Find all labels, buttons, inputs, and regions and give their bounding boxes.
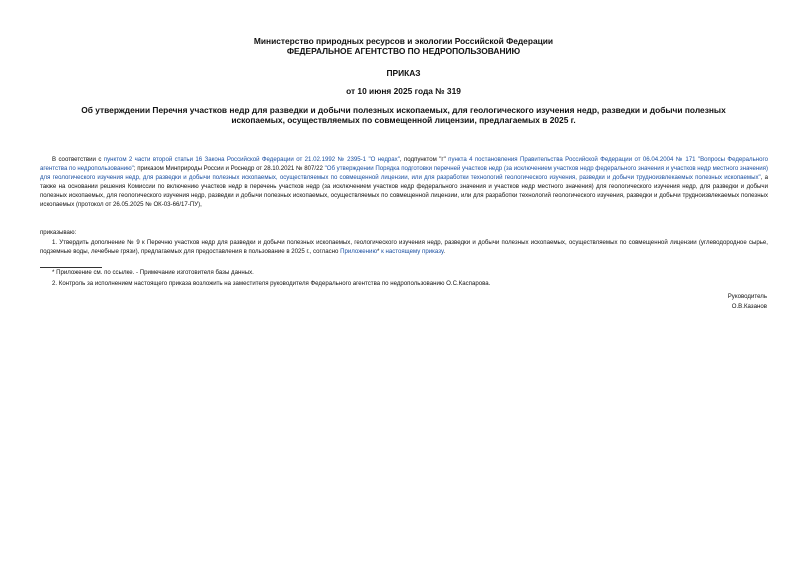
signature-name: О.В.Казанов bbox=[731, 303, 767, 310]
signature-position: Руководитель bbox=[727, 293, 767, 300]
footnote: * Приложение см. по ссылке. - Примечание изготовителя базы данных. bbox=[52, 269, 254, 276]
preamble-text-4: , а также на основании решения Комиссии по включению участков недр в перечень участков недр (за исключением участков недр федерального значения и участков недр местного значения) для геологического изучения недр, для разведки и добычи полезных ископаемых, для геологического изучения недр, разведки и добычи полезных ископаемых, осуществляемых по совмещенной лицензии, или для разработки технологий геологического изучения, разведки и добычи трудноизвлекаемых полезных ископаемых (протокол от 26.05.2025 № ОК-03-66/17-ПУ), bbox=[40, 174, 768, 209]
item1-text-3: . bbox=[443, 248, 446, 256]
preamble-text-2: , подпунктом "г" bbox=[399, 156, 449, 163]
government-decree-link[interactable]: пункта 4 постановления Правительства Российской Федерации от 06.04.2004 № 171 "Вопросы Федерального агентства по недропользованию" bbox=[40, 156, 769, 173]
order-word: приказываю: bbox=[40, 229, 77, 236]
appendix-link[interactable]: Приложению bbox=[340, 248, 378, 256]
agency-name: ФЕДЕРАЛЬНОЕ АГЕНТСТВО ПО НЕДРОПОЛЬЗОВАНИЮ bbox=[286, 46, 521, 56]
ministry-order-link[interactable]: "Об утверждении Порядка подготовки перечней участков недр (за исключением участков недр федерального значения и участков недр местного значения) для геологического изучения недр, для разведки и добычи полезных ископаемых, осуществляемых по совмещенной лицензии, или для разработки технологий геологического изучения, разведки и добычи трудноизвлекаемых полезных ископаемых" bbox=[40, 165, 768, 182]
document-title: Об утверждении Перечня участков недр для разведки и добычи полезных ископаемых, для геологического изучения недр, разведки и добычи полезных ископаемых, осуществляемых по совмещенной лицензии, предлагаемых в 2025 г. bbox=[81, 105, 726, 125]
preamble-paragraph bbox=[40, 155, 768, 210]
order-item-1 bbox=[40, 238, 768, 256]
document-date-number: от 10 июня 2025 года № 319 bbox=[346, 86, 461, 96]
law-link[interactable]: пунктом 2 части второй статьи 16 Закона Российской Федерации от 21.02.1992 № 2395-1 "О недрах" bbox=[103, 156, 400, 163]
document-type: ПРИКАЗ bbox=[386, 68, 421, 78]
this-order-link[interactable]: к настоящему приказу bbox=[381, 248, 444, 256]
ministry-name: Министерство природных ресурсов и экологии Российской Федерации bbox=[253, 36, 554, 46]
preamble-text-3: ; приказом Минприроды России и Роснедр от 28.10.2021 № 807/22 bbox=[133, 165, 325, 173]
order-item-2: 2. Контроль за исполнением настоящего приказа возложить на заместителя руководителя Федерального агентства по недропользованию О.С.Каспарова. bbox=[52, 280, 491, 287]
item1-text-2: * bbox=[377, 248, 382, 256]
preamble-text-1: В соответствии с bbox=[52, 156, 104, 163]
item1-text-1: 1. Утвердить дополнение № 9 к Перечню участков недр для разведки и добычи полезных ископаемых, геологического изучения недр, разведки и добычи полезных ископаемых, осуществляемых по совмещенной лицензии (углеводородное сырье, подземные воды, лечебные грязи), предлагаемых для предоставления в пользование в 2025 г., согласно bbox=[40, 239, 768, 256]
